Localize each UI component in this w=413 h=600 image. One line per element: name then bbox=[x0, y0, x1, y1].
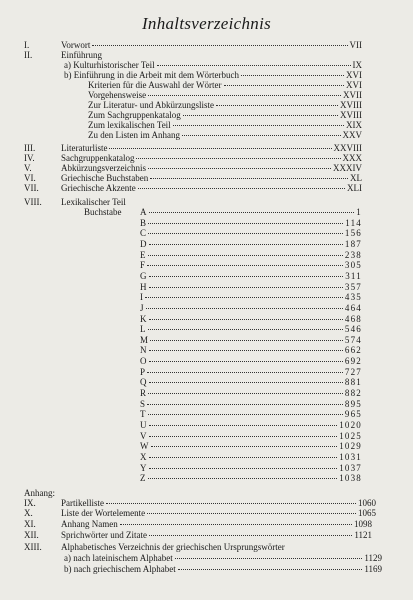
toc-entry-number: IV. bbox=[24, 153, 35, 163]
letter-entry bbox=[140, 292, 362, 302]
toc-entry-page: XL bbox=[350, 173, 362, 183]
anhang-entry bbox=[61, 530, 372, 540]
letter-label: R bbox=[140, 388, 147, 399]
toc-entry-label: Zu den Listen im Anhang bbox=[88, 130, 180, 140]
anhang-label: Anhang: bbox=[24, 488, 55, 498]
toc-entry bbox=[61, 40, 362, 50]
dot-leader bbox=[148, 393, 343, 394]
letter-page: 895 bbox=[344, 398, 362, 409]
letter-label: G bbox=[140, 270, 147, 281]
dot-leader bbox=[149, 276, 344, 277]
letter-label: B bbox=[140, 217, 147, 228]
anhang-entry-number: XIII. bbox=[24, 542, 42, 552]
letter-page: 468 bbox=[344, 313, 362, 324]
toc-entry-page: VII bbox=[349, 40, 362, 50]
dot-leader bbox=[178, 569, 363, 570]
dot-leader bbox=[149, 457, 338, 458]
toc-entry-number: VIII. bbox=[24, 197, 42, 207]
toc-entry-label: Zur Literatur- und Abkürzungsliste bbox=[88, 100, 215, 110]
letter-label: O bbox=[140, 356, 147, 367]
toc-entry bbox=[88, 100, 362, 110]
anhang-entry-number: XII. bbox=[24, 530, 39, 540]
anhang-entry-page: 1169 bbox=[364, 564, 382, 574]
letter-entry bbox=[140, 324, 362, 334]
letter-label: V bbox=[140, 430, 147, 441]
toc-entry bbox=[88, 90, 362, 100]
dot-leader bbox=[149, 425, 338, 426]
toc-entry bbox=[88, 130, 362, 140]
letter-page: 574 bbox=[344, 334, 362, 345]
dot-leader bbox=[120, 524, 352, 525]
letter-entry bbox=[140, 260, 362, 270]
letter-page: 881 bbox=[344, 377, 362, 388]
toc-entry bbox=[88, 110, 362, 120]
toc-entry-label: Literaturliste bbox=[61, 143, 108, 153]
anhang-entry-label: Partikelliste bbox=[61, 498, 104, 508]
letter-entry bbox=[140, 228, 362, 238]
dot-leader bbox=[148, 95, 341, 96]
toc-entry-label: Vorgehensweise bbox=[88, 90, 147, 100]
toc-entry bbox=[64, 60, 362, 70]
anhang-entry-label: Sprichwörter und Zitate bbox=[61, 530, 147, 540]
toc-entry-label: Vorwort bbox=[61, 40, 91, 50]
letter-page: 1029 bbox=[339, 441, 362, 452]
toc-entry-label: Abkürzungsverzeichnis bbox=[61, 163, 146, 173]
toc-entry-label: Griechische Buchstaben bbox=[61, 173, 149, 183]
anhang-entry-number: XI. bbox=[24, 519, 36, 529]
dot-leader bbox=[149, 535, 352, 536]
toc-entry-label: Griechische Akzente bbox=[61, 183, 136, 193]
letter-page: 238 bbox=[344, 249, 362, 260]
letter-entry bbox=[140, 452, 362, 462]
anhang-entry bbox=[61, 542, 372, 552]
letter-page: 1025 bbox=[339, 430, 362, 441]
toc-entry-page: XVIII bbox=[340, 100, 362, 110]
toc-entry-page: XXVIII bbox=[333, 143, 362, 153]
toc-entry-page: IX bbox=[352, 60, 362, 70]
dot-leader bbox=[136, 158, 340, 159]
dot-leader bbox=[157, 65, 351, 66]
toc-entry-label: Zum lexikalischen Teil bbox=[88, 120, 171, 130]
dot-leader bbox=[92, 45, 347, 46]
toc-entry-page: XVI bbox=[346, 70, 362, 80]
letter-page: 357 bbox=[344, 281, 362, 292]
letter-page: 1 bbox=[356, 207, 362, 217]
toc-entry-label: Zum Sachgruppenkatalog bbox=[88, 110, 181, 120]
dot-leader bbox=[241, 75, 344, 76]
letter-entry bbox=[140, 388, 362, 398]
toc-entry bbox=[61, 153, 362, 163]
dot-leader bbox=[224, 85, 344, 86]
dot-leader bbox=[149, 212, 355, 213]
letter-label: I bbox=[140, 292, 143, 303]
letter-label: U bbox=[140, 420, 147, 430]
letter-label: H bbox=[140, 281, 147, 292]
letter-entry bbox=[140, 303, 362, 313]
toc-entry bbox=[88, 120, 362, 130]
anhang-entry-page: 1060 bbox=[358, 498, 376, 508]
letter-page: 692 bbox=[344, 356, 362, 367]
letter-page: 305 bbox=[344, 260, 362, 271]
anhang-entry-number: IX. bbox=[24, 498, 36, 508]
letter-label: M bbox=[140, 334, 149, 345]
letter-page: 882 bbox=[344, 388, 362, 399]
letter-entry bbox=[140, 207, 362, 217]
letter-page: 965 bbox=[344, 409, 362, 420]
toc-entry-label: b) Einführung in die Arbeit mit dem Wörterbuch bbox=[64, 70, 240, 80]
letter-label: Q bbox=[140, 377, 147, 388]
anhang-entry bbox=[61, 519, 372, 529]
dot-leader bbox=[147, 404, 343, 405]
letter-page: 662 bbox=[344, 345, 362, 356]
page-title: Inhaltsverzeichnis bbox=[141, 14, 272, 33]
dot-leader bbox=[146, 308, 343, 309]
toc-entry bbox=[61, 183, 362, 193]
letter-entry bbox=[140, 271, 362, 281]
dot-leader bbox=[148, 168, 331, 169]
dot-leader bbox=[147, 265, 343, 266]
toc-entry-page: XVI bbox=[346, 80, 362, 90]
toc-entry-page: XLI bbox=[347, 183, 362, 193]
toc-entry-label: Einführung bbox=[61, 50, 102, 60]
anhang-entry bbox=[64, 553, 382, 563]
toc-entry-label: Lexikalischer Teil bbox=[61, 197, 126, 207]
toc-entry-page: XXX bbox=[342, 153, 362, 163]
toc-entry bbox=[61, 163, 362, 173]
letter-label: X bbox=[140, 451, 147, 462]
letter-entry bbox=[140, 282, 362, 292]
dot-leader bbox=[183, 115, 338, 116]
dot-leader bbox=[147, 372, 343, 373]
letter-page: 156 bbox=[344, 228, 362, 239]
toc-entry-label: Sachgruppenkatalog bbox=[61, 153, 135, 163]
letter-label: K bbox=[140, 313, 147, 324]
anhang-entry-page: 1129 bbox=[364, 553, 382, 563]
toc-entry-label: a) Kulturhistorischer Teil bbox=[64, 60, 155, 70]
toc-entry-label: Kriterien für die Auswahl der Wörter bbox=[88, 80, 222, 90]
dot-leader bbox=[149, 382, 343, 383]
dot-leader bbox=[106, 503, 356, 504]
letter-page: 727 bbox=[344, 366, 362, 377]
letter-entry bbox=[140, 441, 362, 451]
toc-entry bbox=[61, 50, 362, 60]
letter-page: 546 bbox=[344, 324, 362, 335]
toc-entry bbox=[64, 70, 362, 80]
toc-entry-number: III. bbox=[24, 143, 36, 153]
letter-label: C bbox=[140, 228, 147, 239]
letter-label: A bbox=[140, 207, 147, 217]
dot-leader bbox=[138, 188, 345, 189]
dot-leader bbox=[109, 148, 331, 149]
letter-page: 187 bbox=[344, 238, 362, 249]
letter-entry bbox=[140, 356, 362, 366]
letter-page: 1037 bbox=[339, 462, 362, 473]
anhang-entry-label: Liste der Wortelemente bbox=[61, 508, 146, 518]
letter-entry bbox=[140, 399, 362, 409]
dot-leader bbox=[148, 223, 343, 224]
letter-label: D bbox=[140, 238, 147, 249]
toc-entry-number: VII. bbox=[24, 183, 39, 193]
toc-entry-number: V. bbox=[24, 163, 32, 173]
anhang-entry-label: b) nach griechischem Alphabet bbox=[64, 564, 176, 574]
dot-leader bbox=[216, 105, 338, 106]
letter-page: 114 bbox=[345, 217, 362, 228]
dot-leader bbox=[148, 233, 343, 234]
dot-leader bbox=[149, 350, 343, 351]
letter-label: S bbox=[140, 398, 146, 409]
letter-label: L bbox=[140, 324, 146, 335]
toc-entry-number: II. bbox=[24, 50, 33, 60]
anhang-entry-number: X. bbox=[24, 508, 33, 518]
dot-leader bbox=[149, 319, 343, 320]
dot-leader bbox=[148, 478, 338, 479]
letter-label: W bbox=[140, 441, 149, 452]
letter-entry bbox=[140, 250, 362, 260]
anhang-entry bbox=[61, 498, 376, 508]
anhang-entry bbox=[64, 564, 382, 574]
letter-page: 311 bbox=[345, 270, 362, 281]
letter-label: Z bbox=[140, 473, 146, 484]
letter-entry bbox=[140, 409, 362, 419]
toc-entry-number: I. bbox=[24, 40, 30, 50]
toc-entry bbox=[61, 173, 362, 183]
dot-leader bbox=[175, 558, 363, 559]
letter-entry bbox=[140, 420, 362, 430]
dot-leader bbox=[149, 468, 338, 469]
anhang-entry-label: a) nach lateinischem Alphabet bbox=[64, 553, 173, 563]
letter-entry bbox=[140, 335, 362, 345]
toc-entry-number: VI. bbox=[24, 173, 36, 183]
letter-label: P bbox=[140, 366, 146, 377]
letter-entry bbox=[140, 239, 362, 249]
toc-entry bbox=[61, 143, 362, 153]
toc-entry-page: XXV bbox=[342, 130, 362, 140]
letter-entry bbox=[140, 367, 362, 377]
toc-entry-page: XVII bbox=[343, 90, 362, 100]
letter-page: 1020 bbox=[339, 420, 362, 430]
letter-entry bbox=[140, 473, 362, 483]
letter-label: F bbox=[140, 260, 146, 271]
toc-entry bbox=[61, 197, 362, 207]
letter-entry bbox=[140, 463, 362, 473]
anhang-entry-page: 1065 bbox=[358, 508, 376, 518]
anhang-entry-page: 1098 bbox=[354, 519, 372, 529]
dot-leader bbox=[148, 329, 343, 330]
letter-label: J bbox=[140, 302, 144, 313]
dot-leader bbox=[149, 361, 343, 362]
anhang-entry bbox=[61, 508, 376, 518]
letter-entry bbox=[140, 431, 362, 441]
letter-entry bbox=[140, 345, 362, 355]
dot-leader bbox=[149, 244, 343, 245]
dot-leader bbox=[151, 446, 338, 447]
letter-entry bbox=[140, 377, 362, 387]
anhang-entry-page: 1121 bbox=[354, 530, 372, 540]
dot-leader bbox=[150, 340, 343, 341]
letter-page: 1031 bbox=[339, 451, 362, 462]
letter-entry bbox=[140, 218, 362, 228]
letter-label: E bbox=[140, 249, 146, 260]
anhang-entry-label: Alphabetisches Verzeichnis der griechischen Ursprungswörter bbox=[61, 542, 285, 552]
letter-label: N bbox=[140, 345, 147, 356]
letter-label: Y bbox=[140, 462, 147, 473]
anhang-entry-label: Anhang Namen bbox=[61, 519, 118, 529]
letter-label: T bbox=[140, 409, 146, 420]
dot-leader bbox=[145, 297, 343, 298]
dot-leader bbox=[148, 255, 343, 256]
letter-page: 1038 bbox=[339, 473, 362, 484]
letter-page: 435 bbox=[344, 292, 362, 303]
toc-entry bbox=[88, 80, 362, 90]
dot-leader bbox=[182, 135, 341, 136]
dot-leader bbox=[147, 513, 356, 514]
letter-page: 464 bbox=[344, 302, 362, 313]
dot-leader bbox=[149, 436, 338, 437]
dot-leader bbox=[149, 287, 343, 288]
letter-entry bbox=[140, 314, 362, 324]
toc-entry-page: XIX bbox=[346, 120, 362, 130]
dot-leader bbox=[173, 125, 344, 126]
buchstabe-label: Buchstabe bbox=[84, 207, 122, 217]
toc-entry-page: XVIII bbox=[340, 110, 362, 120]
toc-entry-page: XXXIV bbox=[333, 163, 362, 173]
dot-leader bbox=[148, 414, 343, 415]
dot-leader bbox=[150, 178, 348, 179]
